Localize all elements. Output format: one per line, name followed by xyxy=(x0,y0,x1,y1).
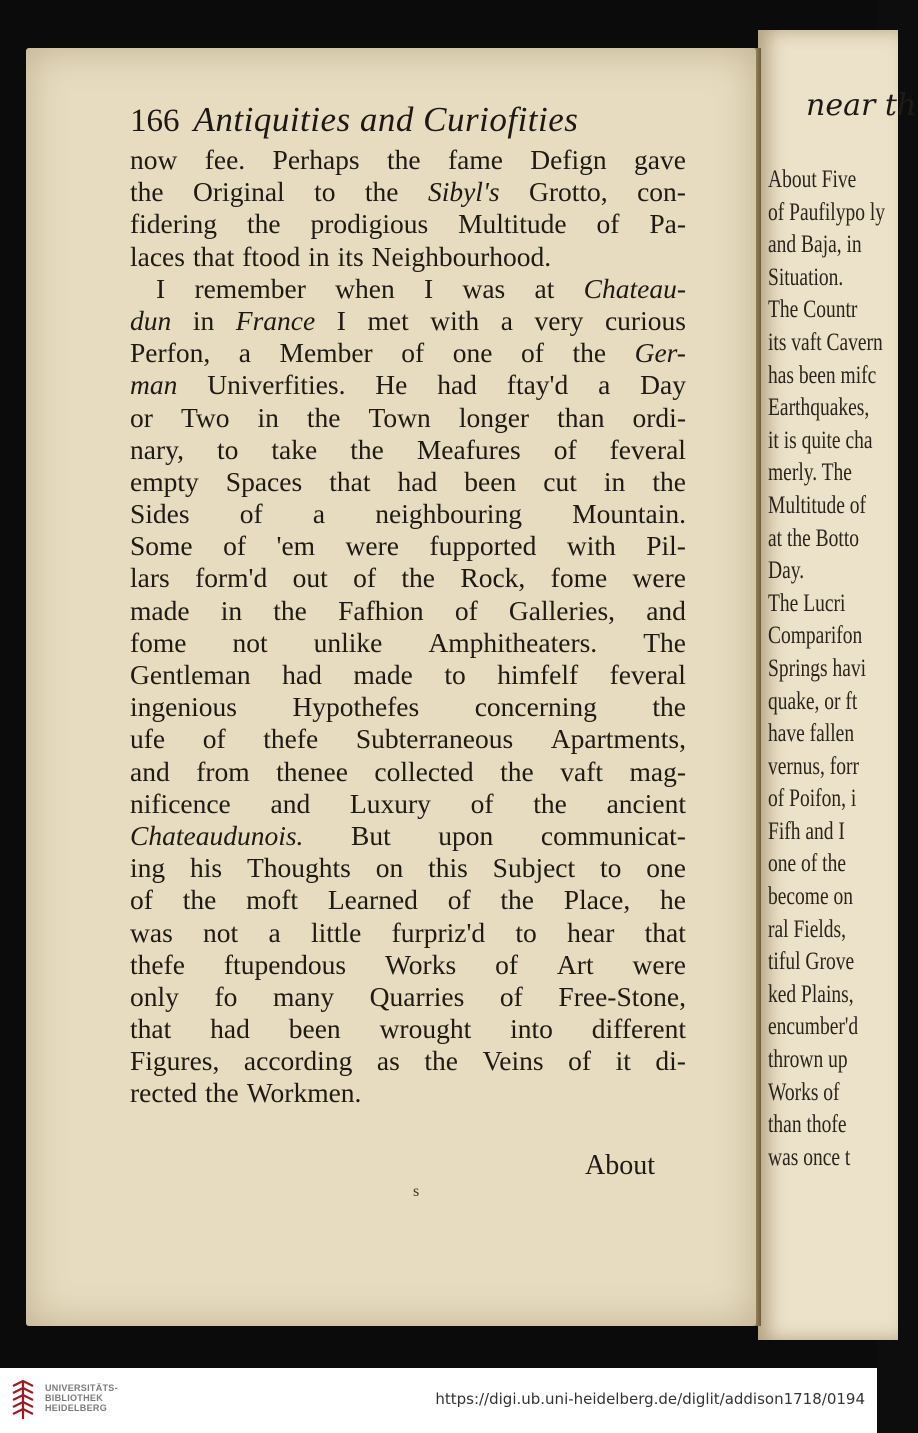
text-word: upon xyxy=(438,819,494,851)
facing-text-line: of Poifon, i xyxy=(768,785,857,813)
text-word: dun xyxy=(130,304,172,336)
text-line xyxy=(130,659,686,691)
text-word: Thoughts xyxy=(246,852,351,884)
text-word: ingenious xyxy=(130,691,237,723)
text-word: were xyxy=(345,530,399,562)
text-line xyxy=(130,788,686,820)
text-word: that xyxy=(192,240,235,272)
text-word: as xyxy=(376,1045,400,1077)
text-word: fame xyxy=(447,144,503,175)
facing-text-line: has been mifc xyxy=(768,361,877,389)
text-word: made xyxy=(130,594,190,626)
text-word: himfelf xyxy=(497,659,579,690)
text-word: Free-Stone, xyxy=(558,980,686,1012)
text-word: been xyxy=(464,465,517,497)
text-line xyxy=(130,981,686,1013)
text-word: he xyxy=(660,884,686,916)
text-word: Pa- xyxy=(649,208,686,240)
facing-text-line: one of the xyxy=(768,850,846,878)
text-word: according xyxy=(243,1045,353,1077)
text-word: man xyxy=(130,369,178,401)
text-word: Workmen. xyxy=(246,1077,362,1109)
text-word: Hypothefes xyxy=(292,691,420,723)
text-word: Member xyxy=(279,337,373,369)
text-word: di- xyxy=(655,1045,686,1077)
text-word: Place, xyxy=(563,884,631,916)
text-word: the xyxy=(572,337,607,369)
facing-text-line: tiful Grove xyxy=(768,948,855,976)
text-word: very xyxy=(534,304,584,336)
text-word: that xyxy=(644,916,686,948)
text-word: had xyxy=(397,465,438,497)
text-word: Chateau- xyxy=(583,272,686,304)
text-word: a xyxy=(500,304,513,336)
text-word: form'd xyxy=(195,562,268,594)
text-word: with xyxy=(430,304,480,336)
facing-text-line: Works of xyxy=(768,1078,840,1106)
text-word: a xyxy=(268,916,281,948)
text-word: Neighbourhood. xyxy=(371,240,552,272)
text-word: to xyxy=(444,659,466,690)
catchword: About xyxy=(585,1150,655,1181)
text-word: wrought xyxy=(379,1013,472,1045)
text-word: on xyxy=(375,852,404,884)
text-word: fome xyxy=(130,626,187,658)
facing-text-line: than thofe xyxy=(768,1111,847,1139)
text-word: were xyxy=(632,948,686,980)
text-word: thefe xyxy=(130,948,185,980)
text-word: Subject xyxy=(492,852,576,884)
text-word: of xyxy=(499,980,523,1012)
text-word: Day xyxy=(640,369,686,401)
text-line xyxy=(130,176,686,208)
text-word: Town xyxy=(368,401,431,433)
facing-text-line: About Five xyxy=(768,166,857,193)
text-word: made xyxy=(353,659,413,690)
text-word: longer xyxy=(458,401,530,433)
text-word: of xyxy=(568,1045,592,1077)
text-word: fupported xyxy=(429,530,537,562)
facing-text-line: Comparifon xyxy=(768,622,863,650)
text-word: fidering xyxy=(130,208,218,240)
facing-text-line: thrown up xyxy=(768,1046,848,1074)
facing-text-line: ral Fields, xyxy=(768,915,846,943)
text-word: the xyxy=(205,1077,239,1109)
text-line xyxy=(130,852,686,884)
text-line xyxy=(130,723,686,755)
text-word: were xyxy=(632,562,686,594)
running-head-title: Antiquities and Curiofities xyxy=(193,100,579,139)
facing-text-line: vernus, forr xyxy=(768,752,859,780)
text-word: mag- xyxy=(629,755,686,787)
text-word: Gentleman xyxy=(130,659,251,690)
text-line xyxy=(130,884,686,916)
text-word: had xyxy=(282,659,322,690)
text-word: the xyxy=(500,884,534,916)
facing-text-line: its vaft Cavern xyxy=(768,328,883,356)
text-word: a xyxy=(312,498,326,530)
library-name-line: BIBLIOTHEK xyxy=(45,1393,103,1403)
facing-text-line: Multitude of xyxy=(768,491,867,519)
university-seal-icon xyxy=(10,1380,36,1420)
text-line xyxy=(130,241,686,273)
text-word: the xyxy=(401,562,435,594)
running-head xyxy=(130,100,578,140)
text-word: that xyxy=(130,1013,172,1045)
text-word: ftood xyxy=(242,240,301,272)
text-word: Some xyxy=(130,530,193,562)
text-word: a xyxy=(598,369,611,401)
text-word: in xyxy=(192,304,215,336)
text-word: of xyxy=(202,723,226,755)
text-word: into xyxy=(510,1013,553,1045)
text-word: gave xyxy=(634,144,686,175)
text-word: only xyxy=(130,980,179,1012)
text-word: in xyxy=(603,465,626,497)
text-word: and xyxy=(130,755,170,787)
text-line xyxy=(130,337,686,369)
text-word: Pil- xyxy=(646,530,686,562)
text-word: Ger- xyxy=(634,337,686,369)
text-line xyxy=(130,402,686,434)
text-word: Veins xyxy=(482,1045,544,1077)
text-word: Chateaudunois. xyxy=(130,819,304,851)
text-word: nary, xyxy=(130,433,184,465)
text-word: Subterraneous xyxy=(355,723,514,755)
text-word: the xyxy=(130,176,164,208)
text-word: thenee xyxy=(276,755,348,787)
text-word: Luxury xyxy=(349,787,431,819)
text-word: met xyxy=(367,304,409,336)
text-word: rected xyxy=(130,1077,198,1109)
facing-text-line: and Baja, in xyxy=(768,231,862,259)
text-line xyxy=(130,1013,686,1045)
text-word: to xyxy=(600,852,622,884)
facing-text-line: merly. The xyxy=(768,459,852,487)
text-word: the xyxy=(364,176,399,208)
text-word: one xyxy=(646,852,686,884)
text-word: to xyxy=(314,176,336,208)
text-line xyxy=(130,756,686,788)
text-word: take xyxy=(271,433,318,465)
text-word: the xyxy=(386,144,421,175)
text-word: than xyxy=(557,401,605,433)
text-word: from xyxy=(196,755,250,787)
facing-text-line: at the Botto xyxy=(768,524,859,552)
text-word: Sibyl's xyxy=(427,176,500,208)
text-word: a xyxy=(238,337,251,369)
text-word: the xyxy=(246,208,281,240)
text-word: feveral xyxy=(609,433,686,465)
facing-page xyxy=(758,30,917,1340)
text-word: of xyxy=(596,208,620,240)
text-word: out xyxy=(292,562,328,594)
text-word: to xyxy=(515,916,537,948)
text-line xyxy=(130,949,686,981)
facing-text-line: was once t xyxy=(768,1143,851,1171)
text-word: Grotto, xyxy=(528,176,608,208)
text-line xyxy=(130,691,686,723)
text-word: Learned xyxy=(327,884,418,916)
text-word: Defign xyxy=(530,144,607,175)
text-word: feveral xyxy=(609,659,686,690)
facing-text-line: Earthquakes, xyxy=(768,394,870,422)
text-word: Meafures xyxy=(416,433,521,465)
text-word: Fafhion xyxy=(338,594,424,626)
text-line xyxy=(130,498,686,530)
text-word: of xyxy=(520,337,544,369)
body-text xyxy=(130,144,686,1110)
facing-text-line: Situation. xyxy=(768,263,844,291)
facing-text-line: The Lucri xyxy=(768,589,846,617)
text-word: concerning xyxy=(474,691,597,723)
text-line xyxy=(130,627,686,659)
text-word: Amphitheaters. xyxy=(428,626,598,658)
text-word: curious xyxy=(604,304,686,336)
text-line xyxy=(130,1045,686,1077)
text-word: ordi- xyxy=(632,401,686,433)
text-word: Galleries, xyxy=(508,594,616,626)
text-word: con- xyxy=(637,176,686,208)
text-word: of xyxy=(454,594,478,626)
text-word: nificence xyxy=(130,787,231,819)
facing-text-line: of Paufilypo ly xyxy=(768,198,885,226)
library-name-line: HEIDELBERG xyxy=(45,1403,108,1413)
facing-text-line: have fallen xyxy=(768,720,855,748)
text-word: of xyxy=(447,884,471,916)
text-line xyxy=(130,917,686,949)
text-line xyxy=(130,369,686,401)
text-word: with xyxy=(566,530,616,562)
text-word: Figures, xyxy=(130,1045,220,1077)
text-word: ancient xyxy=(606,787,686,819)
text-word: in xyxy=(220,594,243,626)
text-word: and xyxy=(270,787,311,819)
text-word: ftay'd xyxy=(506,369,569,401)
text-word: of xyxy=(130,884,153,916)
text-word: Rock, xyxy=(460,562,526,594)
facing-text-line: ked Plains, xyxy=(768,980,854,1008)
text-word: Multitude xyxy=(458,208,567,240)
text-line xyxy=(130,1077,686,1109)
text-word: But xyxy=(350,819,391,851)
text-word: the xyxy=(273,594,307,626)
text-word: lars xyxy=(130,562,170,594)
text-word: collected xyxy=(374,755,474,787)
text-word: not xyxy=(232,626,268,658)
text-line xyxy=(130,434,686,466)
text-word: fome xyxy=(550,562,608,594)
text-word: been xyxy=(288,1013,341,1045)
text-word: this xyxy=(428,852,468,884)
page-url[interactable]: https://digi.ub.uni-heidelberg.de/diglit/addison1718/0194 xyxy=(435,1390,865,1408)
text-word: thefe xyxy=(263,723,319,755)
text-word: was xyxy=(130,916,173,948)
text-word: when xyxy=(335,272,395,304)
text-word: had xyxy=(210,1013,250,1045)
text-word: now xyxy=(130,144,178,175)
text-word: ftupendous xyxy=(223,948,347,980)
text-word: Two xyxy=(180,401,230,433)
text-line xyxy=(130,562,686,594)
text-word: Art xyxy=(556,948,594,980)
text-word: and xyxy=(646,594,686,626)
text-word: in xyxy=(257,401,279,433)
text-word: Perfon, xyxy=(130,337,211,369)
text-word: communicat- xyxy=(540,819,686,851)
facing-text-line: it is quite cha xyxy=(768,426,873,454)
facing-text-block xyxy=(768,164,918,1174)
text-word: its xyxy=(337,240,364,272)
text-line xyxy=(130,530,686,562)
text-word: furpriz'd xyxy=(391,916,486,948)
facing-text-line: encumber'd xyxy=(768,1013,859,1041)
text-word: I xyxy=(424,272,434,304)
text-word: unlike xyxy=(313,626,383,658)
text-word: had xyxy=(437,369,477,401)
text-word: in xyxy=(308,240,330,272)
facing-text-line: quake, or ft xyxy=(768,687,858,715)
viewer-footer xyxy=(0,1368,877,1433)
text-word: to xyxy=(216,433,239,465)
text-line xyxy=(130,144,686,176)
text-word: one xyxy=(452,337,493,369)
text-word: little xyxy=(310,916,362,948)
text-word: or xyxy=(130,401,153,433)
text-line xyxy=(130,208,686,240)
text-word: neighbouring xyxy=(375,498,522,530)
page-number: 166 xyxy=(130,103,180,139)
text-word: remember xyxy=(194,272,306,304)
text-word: that xyxy=(329,465,371,497)
library-name-line: UNIVERSITÄTS- xyxy=(45,1383,118,1393)
text-word: cut xyxy=(543,465,577,497)
text-word: ufe xyxy=(130,723,166,755)
text-word: of xyxy=(239,498,263,530)
text-line xyxy=(130,466,686,498)
text-word: Spaces xyxy=(225,465,303,497)
text-word: it xyxy=(615,1045,631,1077)
text-word: France xyxy=(235,304,316,336)
text-line xyxy=(130,273,686,305)
text-word: The xyxy=(643,626,686,658)
text-word: was xyxy=(462,272,506,304)
signature-mark: s xyxy=(413,1183,420,1200)
text-word: Apartments, xyxy=(550,723,686,755)
text-word: the xyxy=(500,755,534,787)
text-word: hear xyxy=(567,916,615,948)
text-word: the xyxy=(652,465,686,497)
text-word: Sides xyxy=(130,498,190,530)
text-word: Mountain. xyxy=(572,498,686,530)
facing-text-line: The Countr xyxy=(768,296,858,324)
text-line xyxy=(130,305,686,337)
text-word: I xyxy=(336,304,346,336)
text-word: different xyxy=(591,1013,686,1045)
text-word: I xyxy=(156,272,166,304)
text-word: the xyxy=(306,401,341,433)
text-word: moft xyxy=(246,884,299,916)
text-word: Univerfities. xyxy=(207,369,346,401)
text-word: Original xyxy=(193,176,285,208)
text-word: empty xyxy=(130,465,199,497)
text-word: the xyxy=(350,433,384,465)
text-word: laces xyxy=(130,240,185,272)
text-word: Quarries xyxy=(369,980,465,1012)
text-word: of xyxy=(223,530,247,562)
facing-text-line: Springs havi xyxy=(768,654,867,682)
text-word: the xyxy=(182,884,217,916)
text-word: not xyxy=(203,916,239,948)
library-name xyxy=(45,1383,118,1413)
text-word: the xyxy=(652,691,686,723)
text-word: many xyxy=(272,980,335,1012)
facing-running-head: near th xyxy=(806,88,917,123)
text-word: Perhaps xyxy=(272,144,360,175)
text-line xyxy=(130,595,686,627)
text-word: at xyxy=(534,272,555,304)
facing-text-line: Fifh and I xyxy=(768,817,845,845)
facing-text-line: become on xyxy=(768,883,854,911)
text-word: his xyxy=(190,852,223,884)
text-word: He xyxy=(375,369,408,401)
text-word: of xyxy=(553,433,577,465)
text-word: the xyxy=(533,787,567,819)
text-word: vaft xyxy=(560,755,603,787)
text-word: fo xyxy=(214,980,238,1012)
facing-text-line: Day. xyxy=(768,557,805,585)
text-word: of xyxy=(353,562,377,594)
text-word: ing xyxy=(130,852,166,884)
text-word: of xyxy=(401,337,425,369)
text-line xyxy=(130,820,686,852)
text-word: Works xyxy=(385,948,457,980)
text-word: 'em xyxy=(276,530,316,562)
text-word: of xyxy=(495,948,518,980)
text-word: of xyxy=(470,787,494,819)
text-word: fee. xyxy=(204,144,246,175)
text-word: prodigious xyxy=(310,208,429,240)
text-word: the xyxy=(424,1045,458,1077)
